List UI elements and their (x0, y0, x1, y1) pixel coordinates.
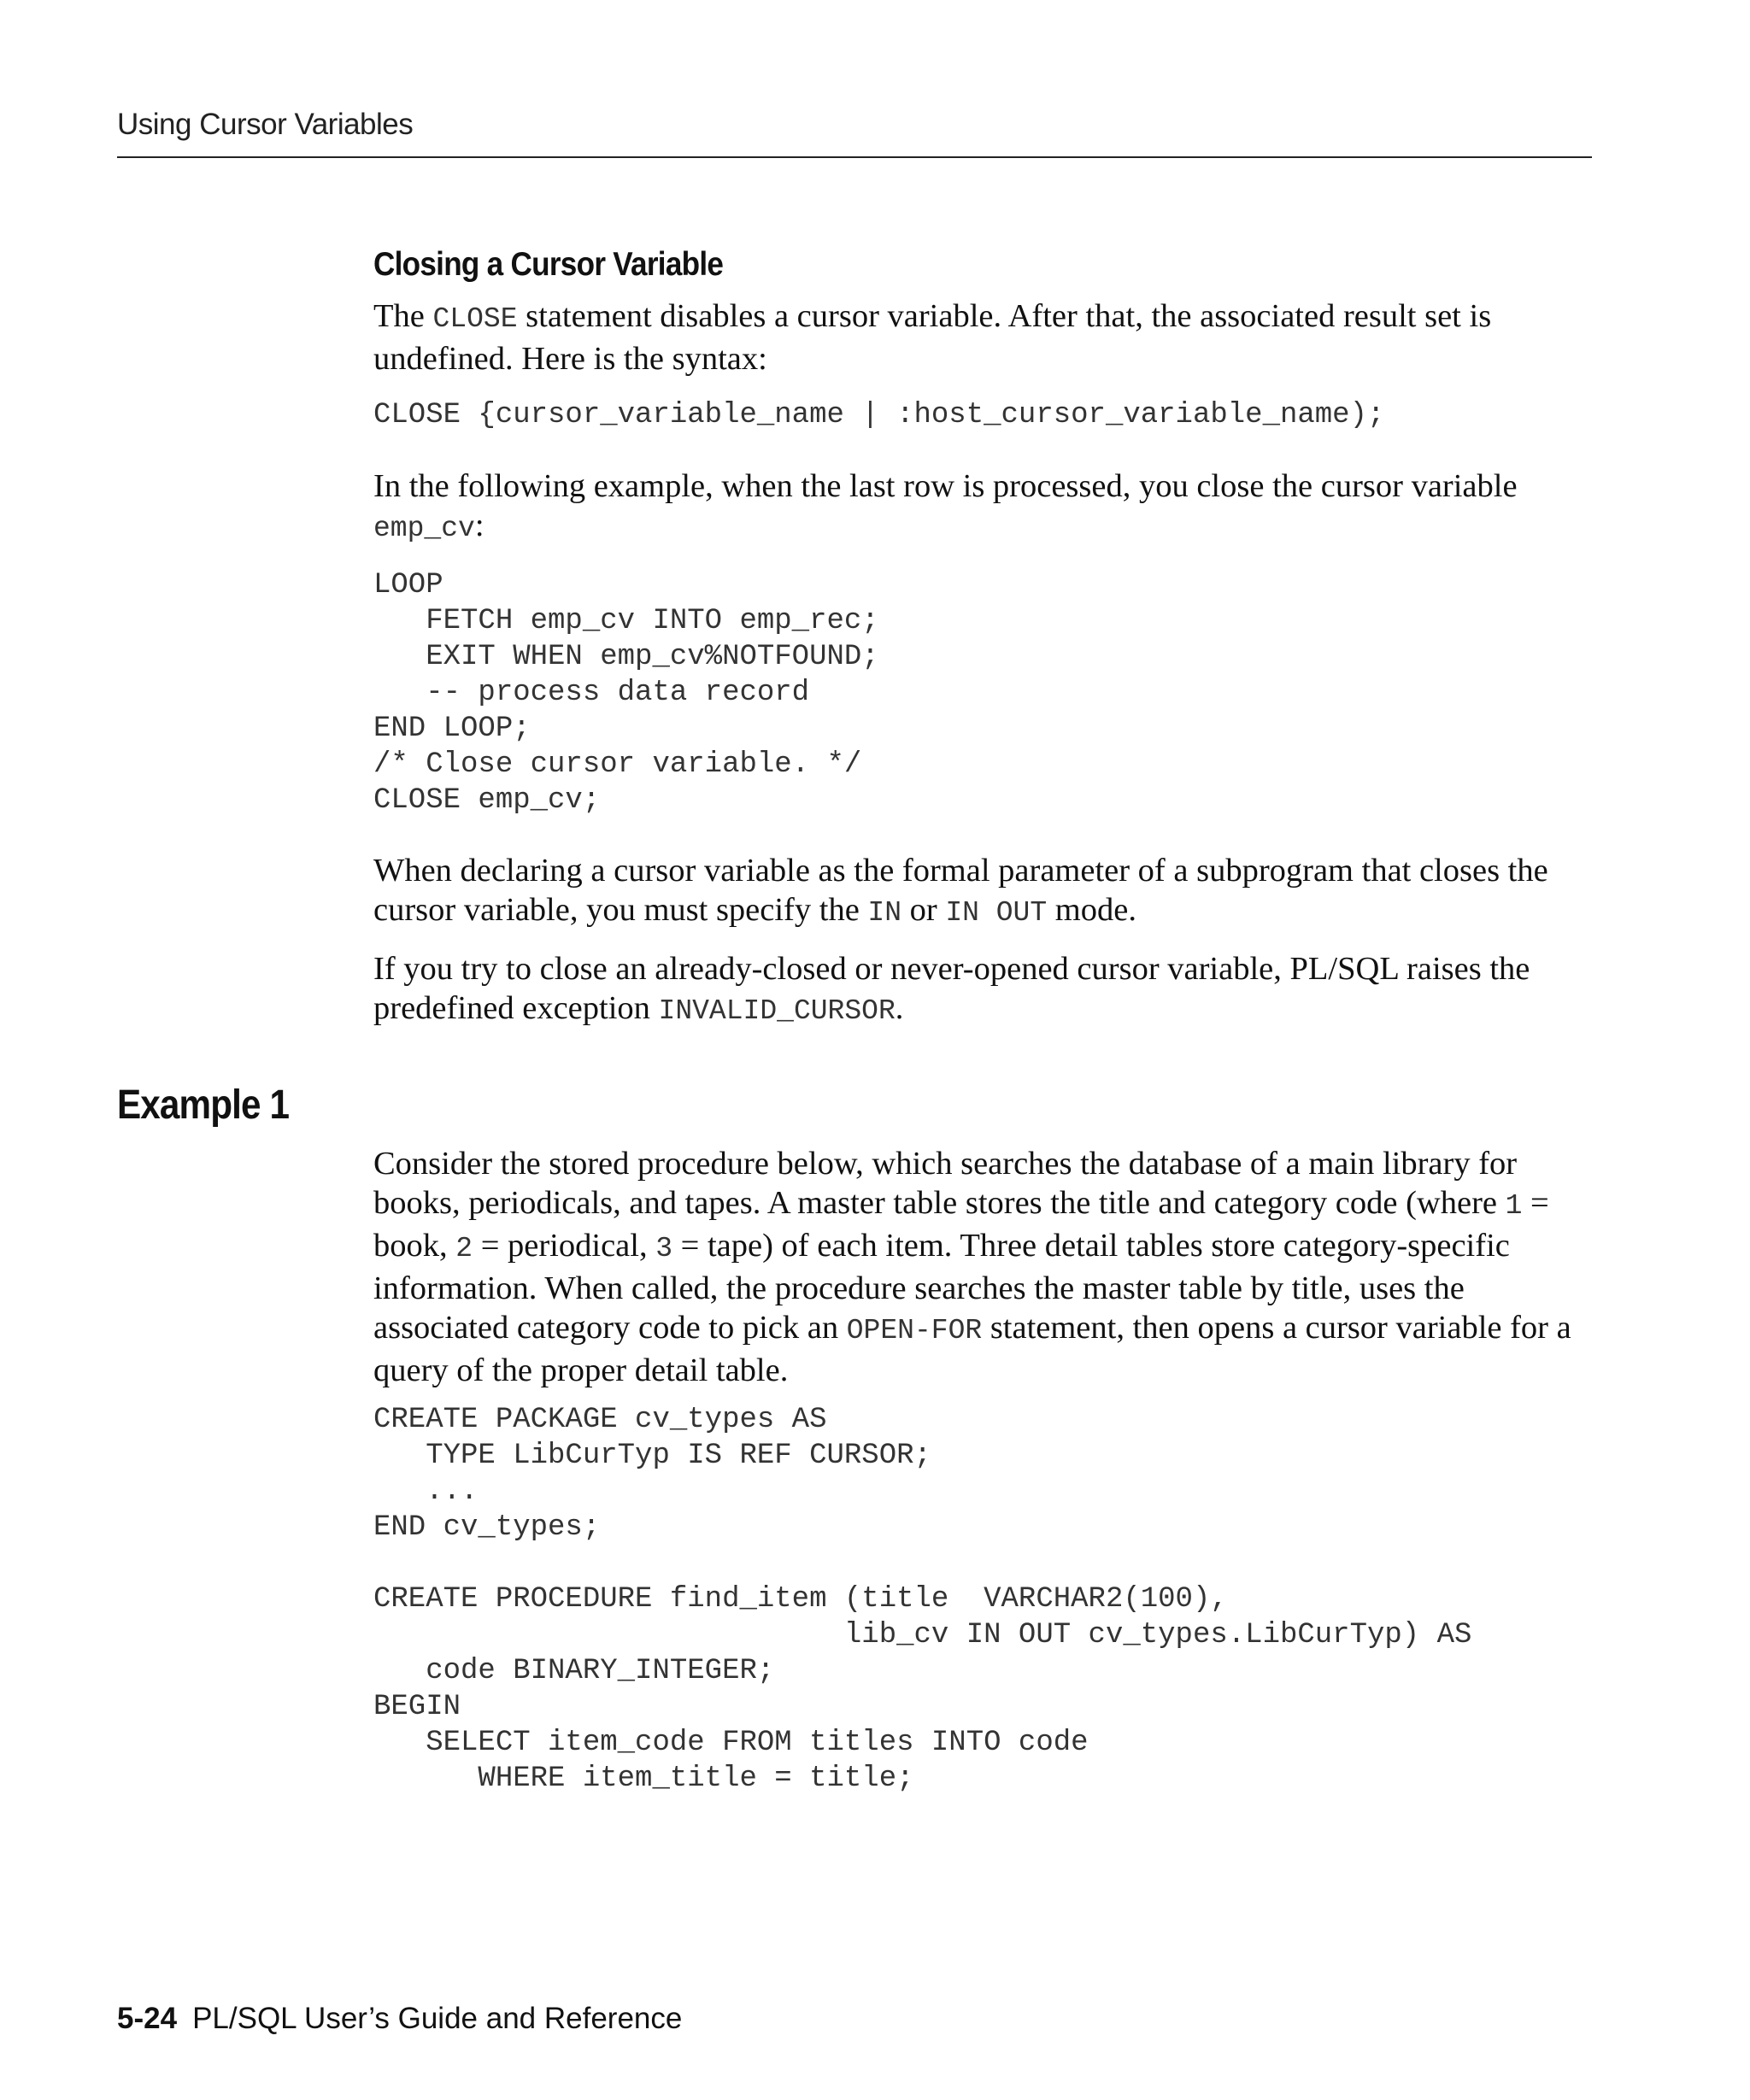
text: When declaring a cursor variable as the formal parameter of a subprogram that closes the cursor variable, you must specify the (373, 853, 1548, 928)
text: = book, (373, 1185, 1549, 1264)
inline-code: INVALID_CURSOR (658, 995, 896, 1027)
text: statement disables a cursor variable. After that, the associated result set is undefined. Here is the syntax: (373, 298, 1492, 377)
text: In the following example, when the last row is processed, you close the cursor variable (373, 468, 1518, 504)
text: or (901, 892, 946, 928)
code-close-syntax: CLOSE {cursor_variable_name | :host_cursor_variable_name); (373, 399, 1385, 431)
page-number: 5-24 (117, 2002, 178, 2035)
inline-code: 2 (455, 1233, 473, 1264)
inline-code: IN OUT (945, 897, 1048, 929)
running-header: Using Cursor Variables (117, 108, 414, 141)
section-heading-example-1: Example 1 (117, 1082, 290, 1128)
paragraph-close-example-intro (373, 466, 1595, 548)
text: statement, then opens a cursor variable for a query of the proper detail table. (373, 1310, 1571, 1388)
code-close-example: LOOP FETCH emp_cv INTO emp_rec; EXIT WHEN emp_cv%NOTFOUND; -- process data record END LOOP; /* Close cursor variable. */ CLOSE emp_cv; (373, 569, 879, 817)
section-heading-closing-cursor: Closing a Cursor Variable (373, 246, 724, 283)
paragraph-example-description (373, 1144, 1595, 1390)
inline-code: OPEN-FOR (846, 1315, 983, 1346)
text: Consider the stored procedure below, which searches the database of a main library for books, periodicals, and tapes. A master table stores the title and category code (where (373, 1146, 1518, 1221)
inline-code: emp_cv (373, 513, 475, 544)
text: = periodical, (473, 1228, 656, 1264)
text: = tape) of each item. Three detail tables store category-specific information. When called, the procedure searches the master table by title, uses the associated category code to pick an (373, 1228, 1510, 1346)
paragraph-close-statement (373, 296, 1595, 378)
header-rule (117, 156, 1592, 158)
page-footer (117, 2002, 682, 2036)
paragraph-formal-parameter (373, 851, 1595, 933)
inline-code: IN (867, 897, 902, 929)
book-title: PL/SQL User’s Guide and Reference (192, 2002, 683, 2035)
inline-code: 3 (655, 1233, 673, 1264)
inline-code: 1 (1505, 1190, 1523, 1222)
text: The (373, 298, 433, 334)
text: : (474, 507, 484, 543)
code-example-1: CREATE PACKAGE cv_types AS TYPE LibCurTyp IS REF CURSOR; ... END cv_types; CREATE PROCEDURE find_item (title VARCHAR2(100), lib_cv IN OUT cv_types.LibCurTyp) AS code BINARY_INTEGER; BEGIN SELECT item_code FROM titles INTO code WHERE item_title = title; (373, 1404, 1472, 1795)
text: If you try to close an already-closed or never-opened cursor variable, PL/SQL raises the predefined exception (373, 951, 1530, 1026)
paragraph-invalid-cursor (373, 949, 1595, 1031)
inline-code: CLOSE (432, 303, 518, 335)
text: mode. (1047, 892, 1136, 928)
text: . (895, 990, 904, 1026)
